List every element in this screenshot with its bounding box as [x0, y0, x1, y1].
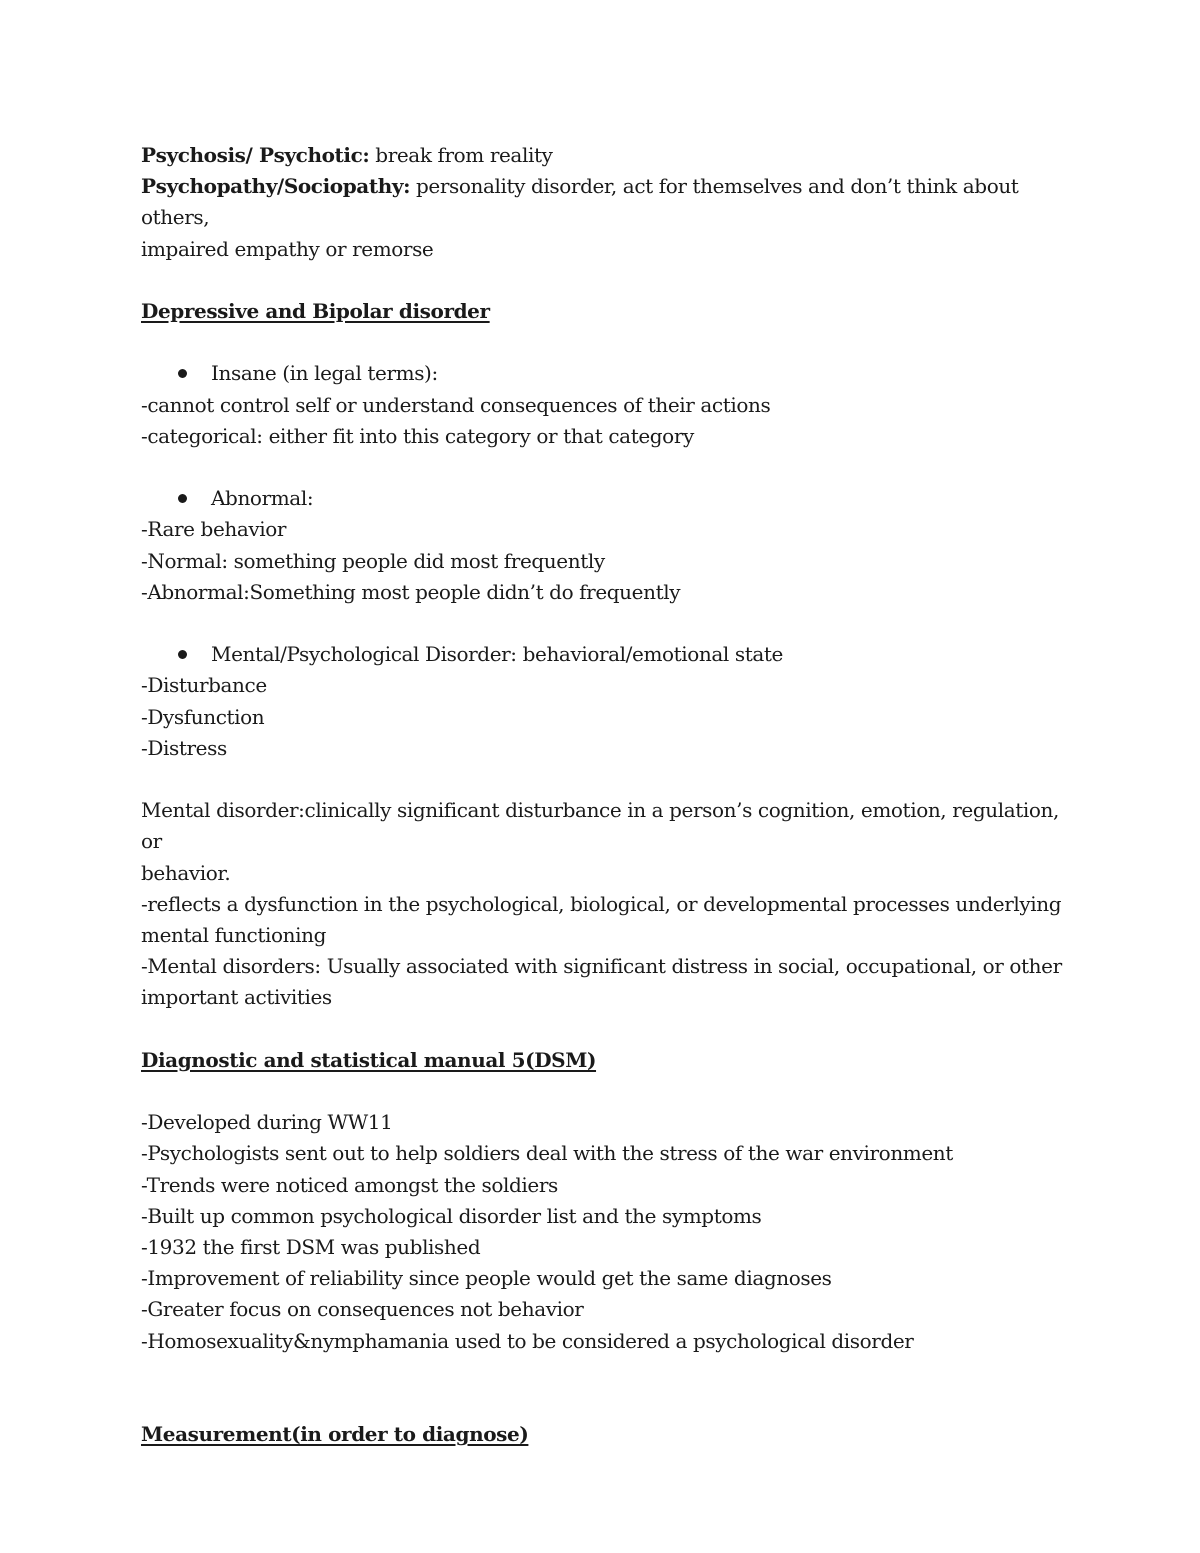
spacer [141, 608, 1071, 639]
paragraph-line: -reflects a dysfunction in the psychological, biological, or developmental processes underlying [141, 891, 1062, 916]
bullet-mental-disorder: Mental/Psychological Disorder: behavioral/emotional state [141, 639, 1071, 670]
spacer [141, 1357, 1071, 1388]
spacer [141, 1014, 1071, 1045]
bullet-dot-icon [178, 369, 187, 378]
paragraph-line: mental functioning [141, 923, 326, 947]
spacer [141, 1388, 1071, 1419]
spacer [141, 327, 1071, 358]
list-item: -Abnormal:Something most people didn’t do frequently [141, 579, 681, 604]
term-psychosis: Psychosis/ Psychotic: [141, 143, 370, 167]
document-page [141, 140, 1071, 1450]
list-item: -cannot control self or understand consequences of their actions [141, 392, 771, 417]
paragraph-line: behavior. [141, 860, 231, 885]
bullet-dot-icon [178, 494, 187, 503]
section-heading-dsm: Diagnostic and statistical manual 5(DSM) [141, 1047, 597, 1072]
desc-psychopathy: personality disorder, act for themselves and don’t think about others, [141, 174, 1025, 230]
paragraph-line: Mental disorder:clinically significant disturbance in a person’s cognition, emotion, regulation, or [141, 798, 1065, 854]
paragraph-line: important activities [141, 985, 332, 1010]
list-item: -categorical: either fit into this category or that category [141, 423, 694, 448]
list-item: -Greater focus on consequences not behavior [141, 1297, 584, 1322]
list-item: -Improvement of reliability since people would get the same diagnoses [141, 1266, 832, 1291]
list-item: -Developed during WW11 [141, 1110, 393, 1135]
bullet-insane: Insane (in legal terms): [141, 358, 1071, 389]
list-item: -Normal: something people did most frequently [141, 548, 605, 573]
list-item: -Homosexuality&nymphamania used to be considered a psychological disorder [141, 1328, 914, 1353]
list-item: -Dysfunction [141, 704, 265, 729]
definition-psychosis [141, 140, 1071, 171]
list-item: -Psychologists sent out to help soldiers deal with the stress of the war environment [141, 1141, 953, 1166]
section-heading-measurement: Measurement(in order to diagnose) [141, 1422, 529, 1447]
paragraph-line: -Mental disorders: Usually associated with significant distress in social, occupational, or other [141, 954, 1062, 979]
bullet-dot-icon [178, 650, 187, 659]
section-heading-depressive-bipolar: Depressive and Bipolar disorder [141, 299, 490, 323]
list-item: -Disturbance [141, 673, 267, 698]
list-item: -Distress [141, 735, 227, 760]
spacer [141, 265, 1071, 296]
definition-psychopathy [141, 171, 1071, 233]
term-psychopathy: Psychopathy/Sociopathy: [141, 174, 411, 199]
list-item: -1932 the first DSM was published [141, 1235, 481, 1259]
list-item: -Trends were noticed amongst the soldiers [141, 1172, 558, 1197]
bullet-abnormal: Abnormal: [141, 483, 1071, 514]
spacer [141, 1076, 1071, 1107]
desc-psychosis: break from reality [369, 143, 553, 167]
spacer [141, 764, 1071, 795]
desc-psychopathy-continued: impaired empathy or remorse [141, 236, 434, 261]
list-item: -Built up common psychological disorder list and the symptoms [141, 1203, 762, 1228]
list-item: -Rare behavior [141, 517, 287, 542]
spacer [141, 452, 1071, 483]
